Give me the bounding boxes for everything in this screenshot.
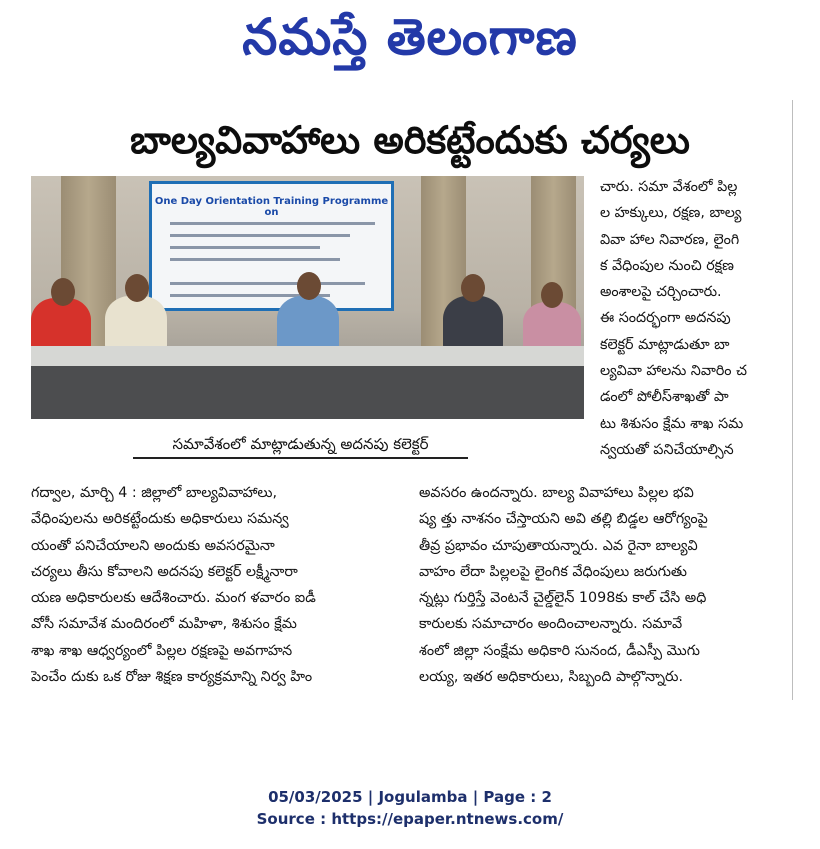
article-line: తీవ్ర ప్రభావం చూపుతాయన్నారు. ఎవ రైనా బాల్యవి — [419, 537, 698, 554]
table-front-panel — [31, 366, 584, 419]
article-column-right-bottom — [419, 480, 788, 690]
article-line: యంతో పనిచేయాలని అందుకు అవసరమైనా — [31, 537, 275, 554]
article-line: న్వయతో పనిచేయాల్సిన — [600, 441, 734, 458]
person-police-officer — [105, 296, 167, 353]
conference-table — [31, 346, 584, 366]
article-line: యణ అధికారులకు ఆదేశించారు. మంగ ళవారం ఐడీ — [31, 590, 316, 607]
article-line: టు శిశుసం క్షేమ శాఖ సమ — [600, 415, 744, 432]
article-line: కారులకు సమాచారం అందించాలన్నారు. సమావే — [419, 616, 683, 633]
article-line: చారు. సమా వేశంలో పిల్ల — [600, 179, 738, 195]
article-line: చర్యలు తీసు కోవాలని అదనపు కలెక్టర్ లక్ష్మీనారా — [31, 563, 298, 580]
newspaper-masthead: నమస్తే తెలంగాణ — [242, 8, 578, 66]
article-line: వాహం లేదా పిల్లలపై లైంగిక వేధింపులు జరుగుతు — [419, 563, 687, 580]
footer-source-link[interactable]: Source : https://epaper.ntnews.com/ — [256, 810, 564, 828]
article-line: క వేధింపుల నుంచి రక్షణ — [600, 257, 734, 274]
article-line: లయ్య, ఇతర అధికారులు, సిబ్బంది పాల్గొన్నారు. — [419, 669, 684, 686]
person-head — [51, 278, 75, 306]
article-column-left — [31, 480, 415, 690]
screen-text-line — [170, 234, 350, 237]
person-red-shirt — [31, 298, 91, 353]
person-head — [541, 282, 563, 308]
screen-text-line — [170, 282, 365, 285]
footer-edition-info: 05/03/2025 | Jogulamba | Page : 2 — [268, 788, 552, 806]
article-line: వోసీ సమావేశ మందిరంలో మహిళా, శిశుసం క్షేమ — [31, 616, 297, 633]
person-head — [297, 272, 321, 300]
article-photo — [31, 176, 584, 419]
article-line: ఈ సందర్భంగా అదనపు — [600, 310, 731, 327]
person-dark-shirt — [443, 296, 503, 353]
article-line: గద్వాల, మార్చి 4 : జిల్లాలో బాల్యవివాహాలు, — [31, 485, 278, 501]
screen-title: One Day Orientation Training Programme on — [154, 196, 389, 218]
projector-screen — [149, 181, 394, 311]
article-line: వివా హాల నివారణ, లైంగి — [600, 231, 740, 248]
article-line: డంలో పోలీస్‌శాఖతో పా — [600, 389, 729, 406]
article-line: అవసరం ఉందన్నారు. బాల్య వివాహాలు పిల్లల భవి — [419, 485, 694, 501]
screen-text-line — [170, 258, 340, 261]
person-head — [461, 274, 485, 302]
article-line: ష్య త్తు నాశనం చేస్తాయని అవి తల్లి బిడ్డల ఆరోగ్యంపై — [419, 511, 708, 528]
article-line: పెంచేం దుకు ఒక రోజు శిక్షణ కార్యక్రమాన్ని నిర్వ హిం — [31, 669, 313, 686]
person-head — [125, 274, 149, 302]
screen-text-line — [170, 222, 375, 225]
article-line: ల్యవివా హాలను నివారిం చ — [600, 363, 747, 380]
person-speaker — [277, 296, 339, 353]
article-line: శంలో జిల్లా సంక్షేమ అధికారి సునంద, డీఎస్పీ మొగు — [419, 642, 701, 659]
article-headline: బాల్యవివాహాలు అరికట్టేందుకు చర్యలు — [130, 118, 690, 162]
article-line: శాఖ శాఖ ఆధ్వర్యంలో పిల్లల రక్షణపై అవగాహన — [31, 642, 293, 659]
screen-text-line — [170, 246, 320, 249]
article-line: న్నట్లు గుర్తిస్తే వెంటనే చైల్డ్‌లైన్ 1098కు కాల్ చేసి అధి — [419, 590, 707, 607]
column-divider — [792, 100, 793, 700]
photo-caption: సమావేశంలో మాట్లాడుతున్న అదనపు కలెక్టర్ — [133, 431, 468, 459]
article-line: వేధింపులను అరికట్టేందుకు అధికారులు సమన్వ — [31, 511, 289, 528]
article-line: అంశాలపై చర్చించారు. — [600, 284, 722, 301]
article-line: ల హక్కులు, రక్షణ, బాల్య — [600, 205, 742, 222]
article-line: కలెక్టర్ మాట్లాడుతూ బా — [600, 336, 730, 353]
article-column-right-top — [600, 174, 788, 463]
